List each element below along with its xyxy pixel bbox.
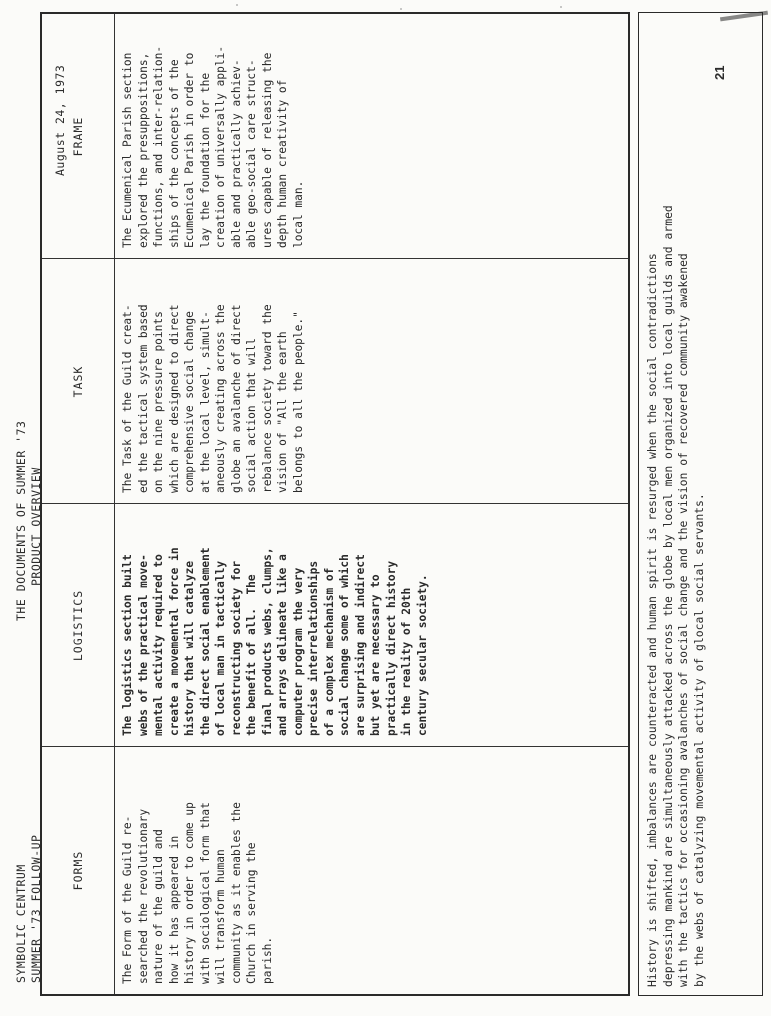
column-header-logistics: LOGISTICS <box>71 589 85 662</box>
org-line-2: SUMMER '73 FOLLOW-UP <box>29 834 43 983</box>
page-number: 21 <box>712 65 727 80</box>
column-divider <box>42 258 628 259</box>
column-divider <box>42 503 628 504</box>
document-title: THE DOCUMENTS OF SUMMER '73 <box>14 420 28 621</box>
column-header-task: TASK <box>71 365 85 398</box>
logistics-cell-text: The logistics section built webs of the practical move- mental activity required to create a movemental force in history that will catalyze the direct social enablement of local man in tactically reconstructing society for the benefit of all. The final products webs, clumps, and arrays delineate like a computer program the very precise interrelationships of a complex mechanism of social change some of which are surprising and indirect but yet are necessary to practically direct history in the reality of 20th century secular society. <box>121 547 429 736</box>
frame-cell-text: The Ecumenical Parish section explored the presuppositions, functions, and inter-relation- ships of the concepts of the Ecumenical Parish in order to lay the foundation for the creation of universally appli- able and practically achiev- able geo-social care struct- ures capable of releasing the depth human creativity of local man. <box>121 45 305 248</box>
document-date: August 24, 1973 <box>53 64 67 176</box>
org-line-1: SYMBOLIC CENTRUM <box>14 864 28 983</box>
forms-cell-text: The Form of the Guild re- searched the revolutionary nature of the guild and how it has appeared in history in order to come up with sociological form that will transform human community as it enables the Church in serving the parish. <box>121 802 274 984</box>
overview-table <box>40 12 630 996</box>
table-header-row <box>42 14 114 994</box>
task-cell-text: The Task of the Guild creat- ed the tactical system based on the nine pressure points which are designed to direct comprehensive social change at the local level, simult- aneously creating across the globe an avalanche of direct social action that will rebalance society toward the vision of "All the earth belongs to all the people." <box>121 304 305 493</box>
document-subtitle: PRODUCT OVERVIEW <box>29 467 43 586</box>
column-divider <box>42 746 628 747</box>
column-header-forms: FORMS <box>71 850 85 891</box>
summary-text: History is shifted, imbalances are counteracted and human spirit is resurged when the social contradictions depressing mankind are simultaneously attacked across the globe by local men organized into local guilds and armed with the tactics for occasioning avalanches of social change and the vision of recovered community awakened by the webs of catalyzing movemental activity of glocal social servants. <box>645 205 706 987</box>
column-header-frame: FRAME <box>71 116 85 157</box>
summary-box <box>638 12 763 996</box>
header-divider <box>114 14 115 994</box>
